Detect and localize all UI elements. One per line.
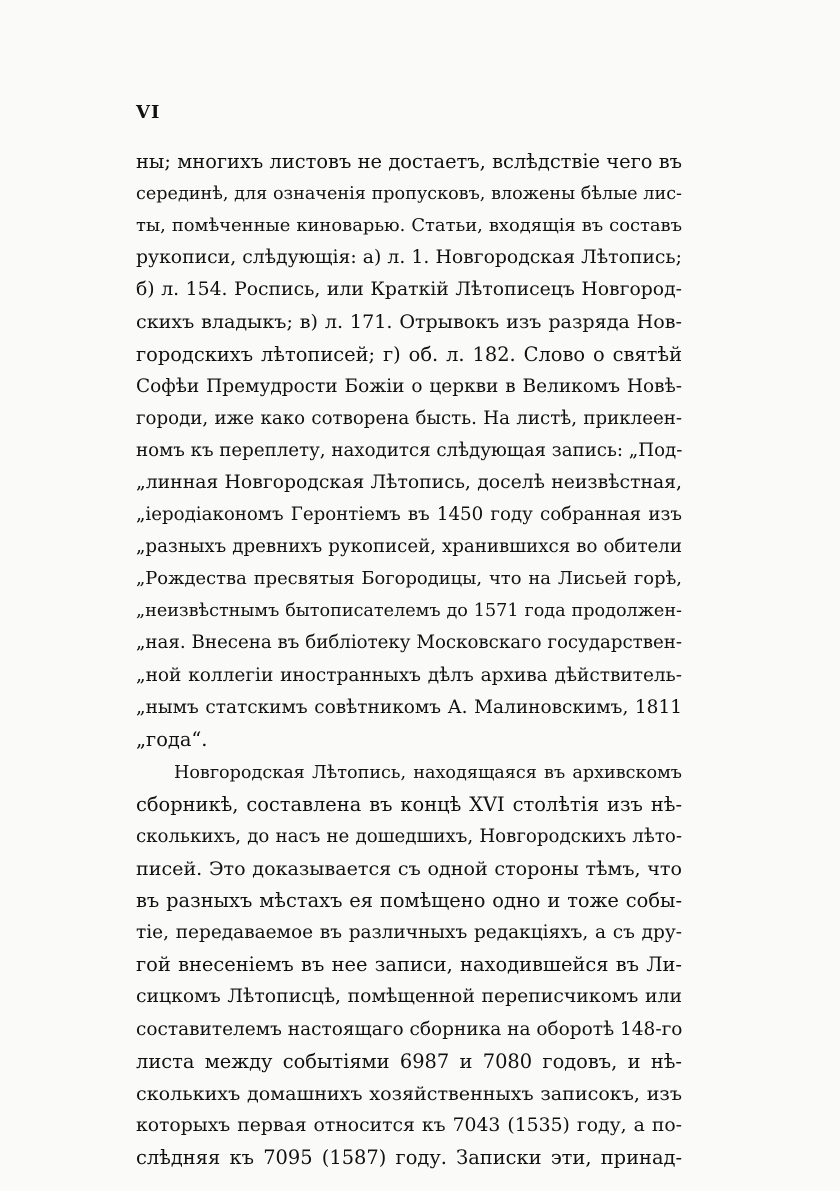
text-line: „ная. Внесена въ библіотеку Московскаго государствен- xyxy=(136,632,682,654)
text-line: листа между событіями 6987 и 7080 годовъ, и нѣ- xyxy=(136,1049,682,1073)
text-line: „линная Новгородская Лѣтопись, доселѣ неизвѣстная, xyxy=(136,471,682,493)
text-line: сборникѣ, составлена въ концѣ XVI столѣтія изъ нѣ- xyxy=(136,792,682,816)
text-line: городскихъ лѣтописей; г) об. л. 182. Слово о святѣй xyxy=(136,342,682,366)
text-line: писей. Это доказывается съ одной стороны тѣмъ, что xyxy=(136,857,682,881)
text-line: серединѣ, для означенія пропусковъ, вложены бѣлые лис- xyxy=(136,184,682,205)
text-line: Софѣи Премудрости Божіи о церкви в Великомъ Новѣ- xyxy=(136,375,682,397)
text-line: б) л. 154. Роспись, или Краткій Лѣтописецъ Новгород- xyxy=(136,279,682,301)
text-line: ты, помѣченные киноварью. Статьи, входящія въ составъ xyxy=(136,215,682,237)
text-line: сколькихъ домашнихъ хозяйственныхъ записокъ, изъ xyxy=(136,1081,682,1105)
text-line: сицкомъ Лѣтописцѣ, помѣщенной переписчикомъ или xyxy=(136,986,682,1008)
text-line: „неизвѣстнымъ бытописателемъ до 1571 года продолжен- xyxy=(136,601,682,622)
text-line: слѣдняя къ 7095 (1587) году. Записки эти, принад- xyxy=(136,1145,682,1169)
paragraph-1 xyxy=(136,146,682,756)
text-line: „Рождества пресвятыя Богородицы, что на Лисьей горѣ, xyxy=(136,568,682,590)
text-line: номъ къ переплету, находится слѣдующая запись: „Под- xyxy=(136,439,683,461)
text-line: въ разныхъ мѣстахъ ея помѣщено одно и тоже собы- xyxy=(136,889,682,913)
text-line: сколькихъ, до насъ не дошедшихъ, Новгородскихъ лѣто- xyxy=(136,825,682,847)
text-line: Новгородская Лѣтопись, находящаяся въ архивскомъ xyxy=(174,762,682,783)
text-line: „разныхъ древнихъ рукописей, хранившихся во обители xyxy=(136,536,682,558)
text-line: скихъ владыкъ; в) л. 171. Отрывокъ изъ разряда Нов- xyxy=(136,310,682,334)
body-text xyxy=(136,146,682,1174)
text-line: „года“. xyxy=(136,727,208,751)
page-number: VI xyxy=(136,102,161,123)
text-line: гой внесеніемъ въ нее записи, находившейся въ Ли- xyxy=(136,953,682,977)
text-line: „нымъ статскимъ совѣтникомъ А. Малиновскимъ, 1811 xyxy=(136,696,682,718)
text-line: рукописи, слѣдующія: а) л. 1. Новгородская Лѣтопись; xyxy=(136,247,682,269)
text-line: „ной коллегіи иностранныхъ дѣлъ архива дѣйствитель- xyxy=(136,664,682,686)
paragraph-2 xyxy=(136,757,682,1174)
text-line: „іеродіакономъ Геронтіемъ въ 1450 году собранная изъ xyxy=(136,504,682,526)
text-line: тіе, передаваемое въ различныхъ редакціяхъ, а съ дру- xyxy=(136,922,682,944)
text-line: городи, иже како сотворена бысть. На листѣ, приклеен- xyxy=(136,407,682,429)
text-line: ны; многихъ листовъ не достаетъ, вслѣдствіе чего въ xyxy=(136,150,682,173)
text-line: которыхъ первая относится къ 7043 (1535) году, а по- xyxy=(136,1114,682,1136)
text-line: составителемъ настоящаго сборника на оборотѣ 148-го xyxy=(136,1018,683,1040)
